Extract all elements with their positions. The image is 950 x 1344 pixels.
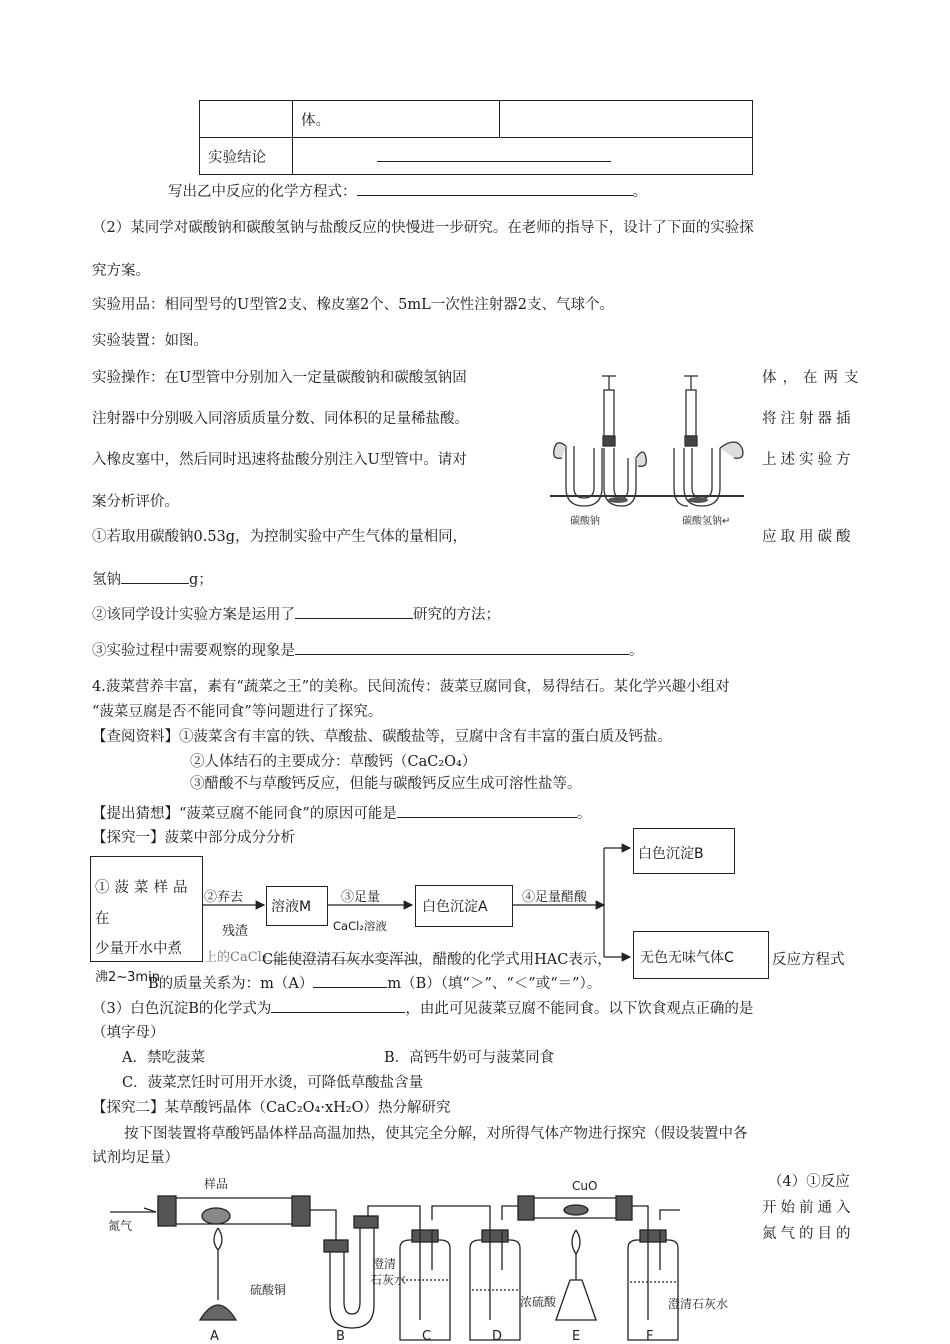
apparatus-figure [100, 1170, 760, 1344]
conc-acid-label: 浓硫酸 [520, 1295, 557, 1309]
item1-unit: g； [189, 572, 213, 588]
answer-blank[interactable] [313, 973, 387, 988]
c-line-text: C能使澄清石灰水变浑浊，醋酸的化学式用HAC表示， [262, 952, 612, 968]
fig-label-left: 碳酸钠 [570, 516, 600, 527]
operation-line1: 实验操作：在U型管中分别加入一定量碳酸钠和碳酸氢钠固 [92, 370, 467, 386]
sample-text-2: 在 [95, 911, 110, 927]
c-line-right: 反应方程式 [772, 952, 845, 968]
cuo-label: CuO [572, 1179, 598, 1193]
operation-line1-right: 体，在两支 [762, 370, 865, 386]
option-b: B．高钙牛奶可与菠菜同食 [384, 1050, 555, 1066]
option-c: C．菠菜烹饪时可用开水烫，可降低草酸盐含量 [122, 1075, 424, 1091]
limewater1-label-1: 澄清 [372, 1257, 397, 1271]
q4b-line1: （4）①反应 [768, 1174, 850, 1190]
q3-fill-note: （填字母） [92, 1025, 165, 1041]
guess-text: 【提出猜想】“菠菜豆腐不能同食”的原因可能是 [92, 806, 397, 822]
option-a: A．禁吃菠菜 [122, 1050, 205, 1066]
limewater2-label: 澄清石灰水 [668, 1297, 729, 1311]
q3-cont: ，由此可见菠菜豆腐不能同食。以下饮食观点正确的是 [405, 1001, 754, 1017]
item3-end: 。 [629, 643, 644, 659]
operation-line2-right: 将注射器插 [762, 411, 855, 427]
ref-line3: ③醋酸不与草酸钙反应，但能与碳酸钙反应生成可溶性盐等。 [190, 776, 582, 792]
q4-line2: “菠菜豆腐是否不能同食”等问题进行了探究。 [92, 704, 383, 720]
precipitate-b-label: 白色沉淀B [638, 846, 704, 862]
limewater1-label-2: 石灰水 [370, 1273, 407, 1287]
label-c: C [422, 1329, 432, 1344]
step3-label: ③足量 [341, 890, 381, 905]
label-f: F [646, 1329, 654, 1344]
label-e: E [572, 1329, 581, 1344]
precipitate-a-label: 白色沉淀A [422, 899, 488, 915]
sample-text-4: 沸2~3min [95, 970, 160, 985]
answer-blank[interactable] [271, 998, 405, 1013]
residue-label: 残渣 [222, 924, 249, 939]
punctuation: 。 [632, 184, 647, 200]
item1-cont: 氢钠 [92, 572, 121, 588]
operation-line3: 入橡皮塞中，然后同时迅速将盐酸分别注入U型管中。请对 [92, 452, 467, 468]
q4b-line3: 氮气的目的 [762, 1226, 855, 1242]
exp2-line2: 试剂均足量） [92, 1150, 179, 1166]
item1-text: ①若取用碳酸钠0.53g，为控制实验中产生气体的量相同， [92, 529, 468, 545]
label-d: D [492, 1329, 503, 1344]
step2-label: ②弃去 [204, 890, 244, 905]
mass-options: m（B）（填“＞”、“＜”或“＝”）。 [387, 976, 602, 992]
label-a: A [210, 1329, 219, 1344]
nitrogen-label: 氮气 [108, 1219, 133, 1233]
device-text: 实验装置：如图。 [92, 333, 208, 349]
supplies-text: 实验用品：相同型号的U型管2支、橡皮塞2个、5mL一次性注射器2支、气球个。 [92, 297, 614, 313]
reagent-label: CaCl₂溶液 [333, 919, 387, 933]
q2-line2: 究方案。 [92, 263, 150, 279]
q4-line1: 4.菠菜营养丰富，素有“蔬菜之王”的美称。民间流传：菠菜豆腐同食，易得结石。某化学兴趣小组对 [92, 679, 730, 695]
fig-label-right: 碳酸氢钠↵ [682, 516, 731, 527]
operation-line3-right: 上述实验方 [762, 452, 855, 468]
gas-c-label: 无色无味气体C [640, 950, 734, 966]
item2-end: 研究的方法； [413, 607, 500, 623]
mass-relation: B的质量关系为：m（A） [148, 976, 314, 992]
item2-text: ②该同学设计实验方案是运用了 [92, 607, 295, 623]
operation-line2: 注射器中分别吸入同溶质质量分数、同体积的足量稀盐酸。 [92, 411, 469, 427]
exp2-line1: 按下图装置将草酸钙晶体样品高温加热，使其完全分解，对所得气体产物进行探究（假设装置中各 [124, 1126, 748, 1142]
guess-end: 。 [576, 806, 592, 822]
table-cell: 体。 [293, 101, 500, 138]
label-b: B [336, 1329, 345, 1344]
sample-text-3: 少量开水中煮 [95, 941, 182, 957]
item1-right: 应取用碳酸 [762, 529, 855, 545]
item3-text: ③实验过程中需要观察的现象是 [92, 643, 295, 659]
sample-text-1: ①菠菜样品 [95, 880, 193, 896]
solution-label: 溶液M [271, 899, 312, 915]
conclusion-label: 实验结论 [200, 138, 293, 175]
exp2-heading: 【探究二】某草酸钙晶体（CaC₂O₄·xH₂O）热分解研究 [92, 1100, 451, 1116]
ref-line1: 【查阅资料】①菠菜含有丰富的铁、草酸盐、碳酸盐等，豆腐中含有丰富的蛋白质及钙盐。 [92, 729, 672, 745]
step4-label: ④足量醋酸 [522, 890, 588, 905]
q3-text: （3）白色沉淀B的化学式为 [92, 1001, 272, 1017]
q2-line1: （2）某同学对碳酸钠和碳酸氢钠与盐酸反应的快慢进一步研究。在老师的指导下，设计了下面的实验探 [92, 220, 754, 236]
under-flow-text: 上的CaCl₂ [204, 950, 268, 965]
q4b-line2: 开始前通入 [762, 1200, 855, 1216]
sample-label: 样品 [204, 1177, 229, 1191]
ref-line2: ②人体结石的主要成分：草酸钙（CaC₂O₄） [190, 754, 477, 770]
cuso4-label: 硫酸铜 [250, 1283, 287, 1297]
operation-line4: 案分析评价。 [92, 494, 179, 510]
equation-prompt: 写出乙中反应的化学方程式： [168, 184, 357, 200]
exp1-heading: 【探究一】菠菜中部分成分分析 [92, 830, 295, 846]
